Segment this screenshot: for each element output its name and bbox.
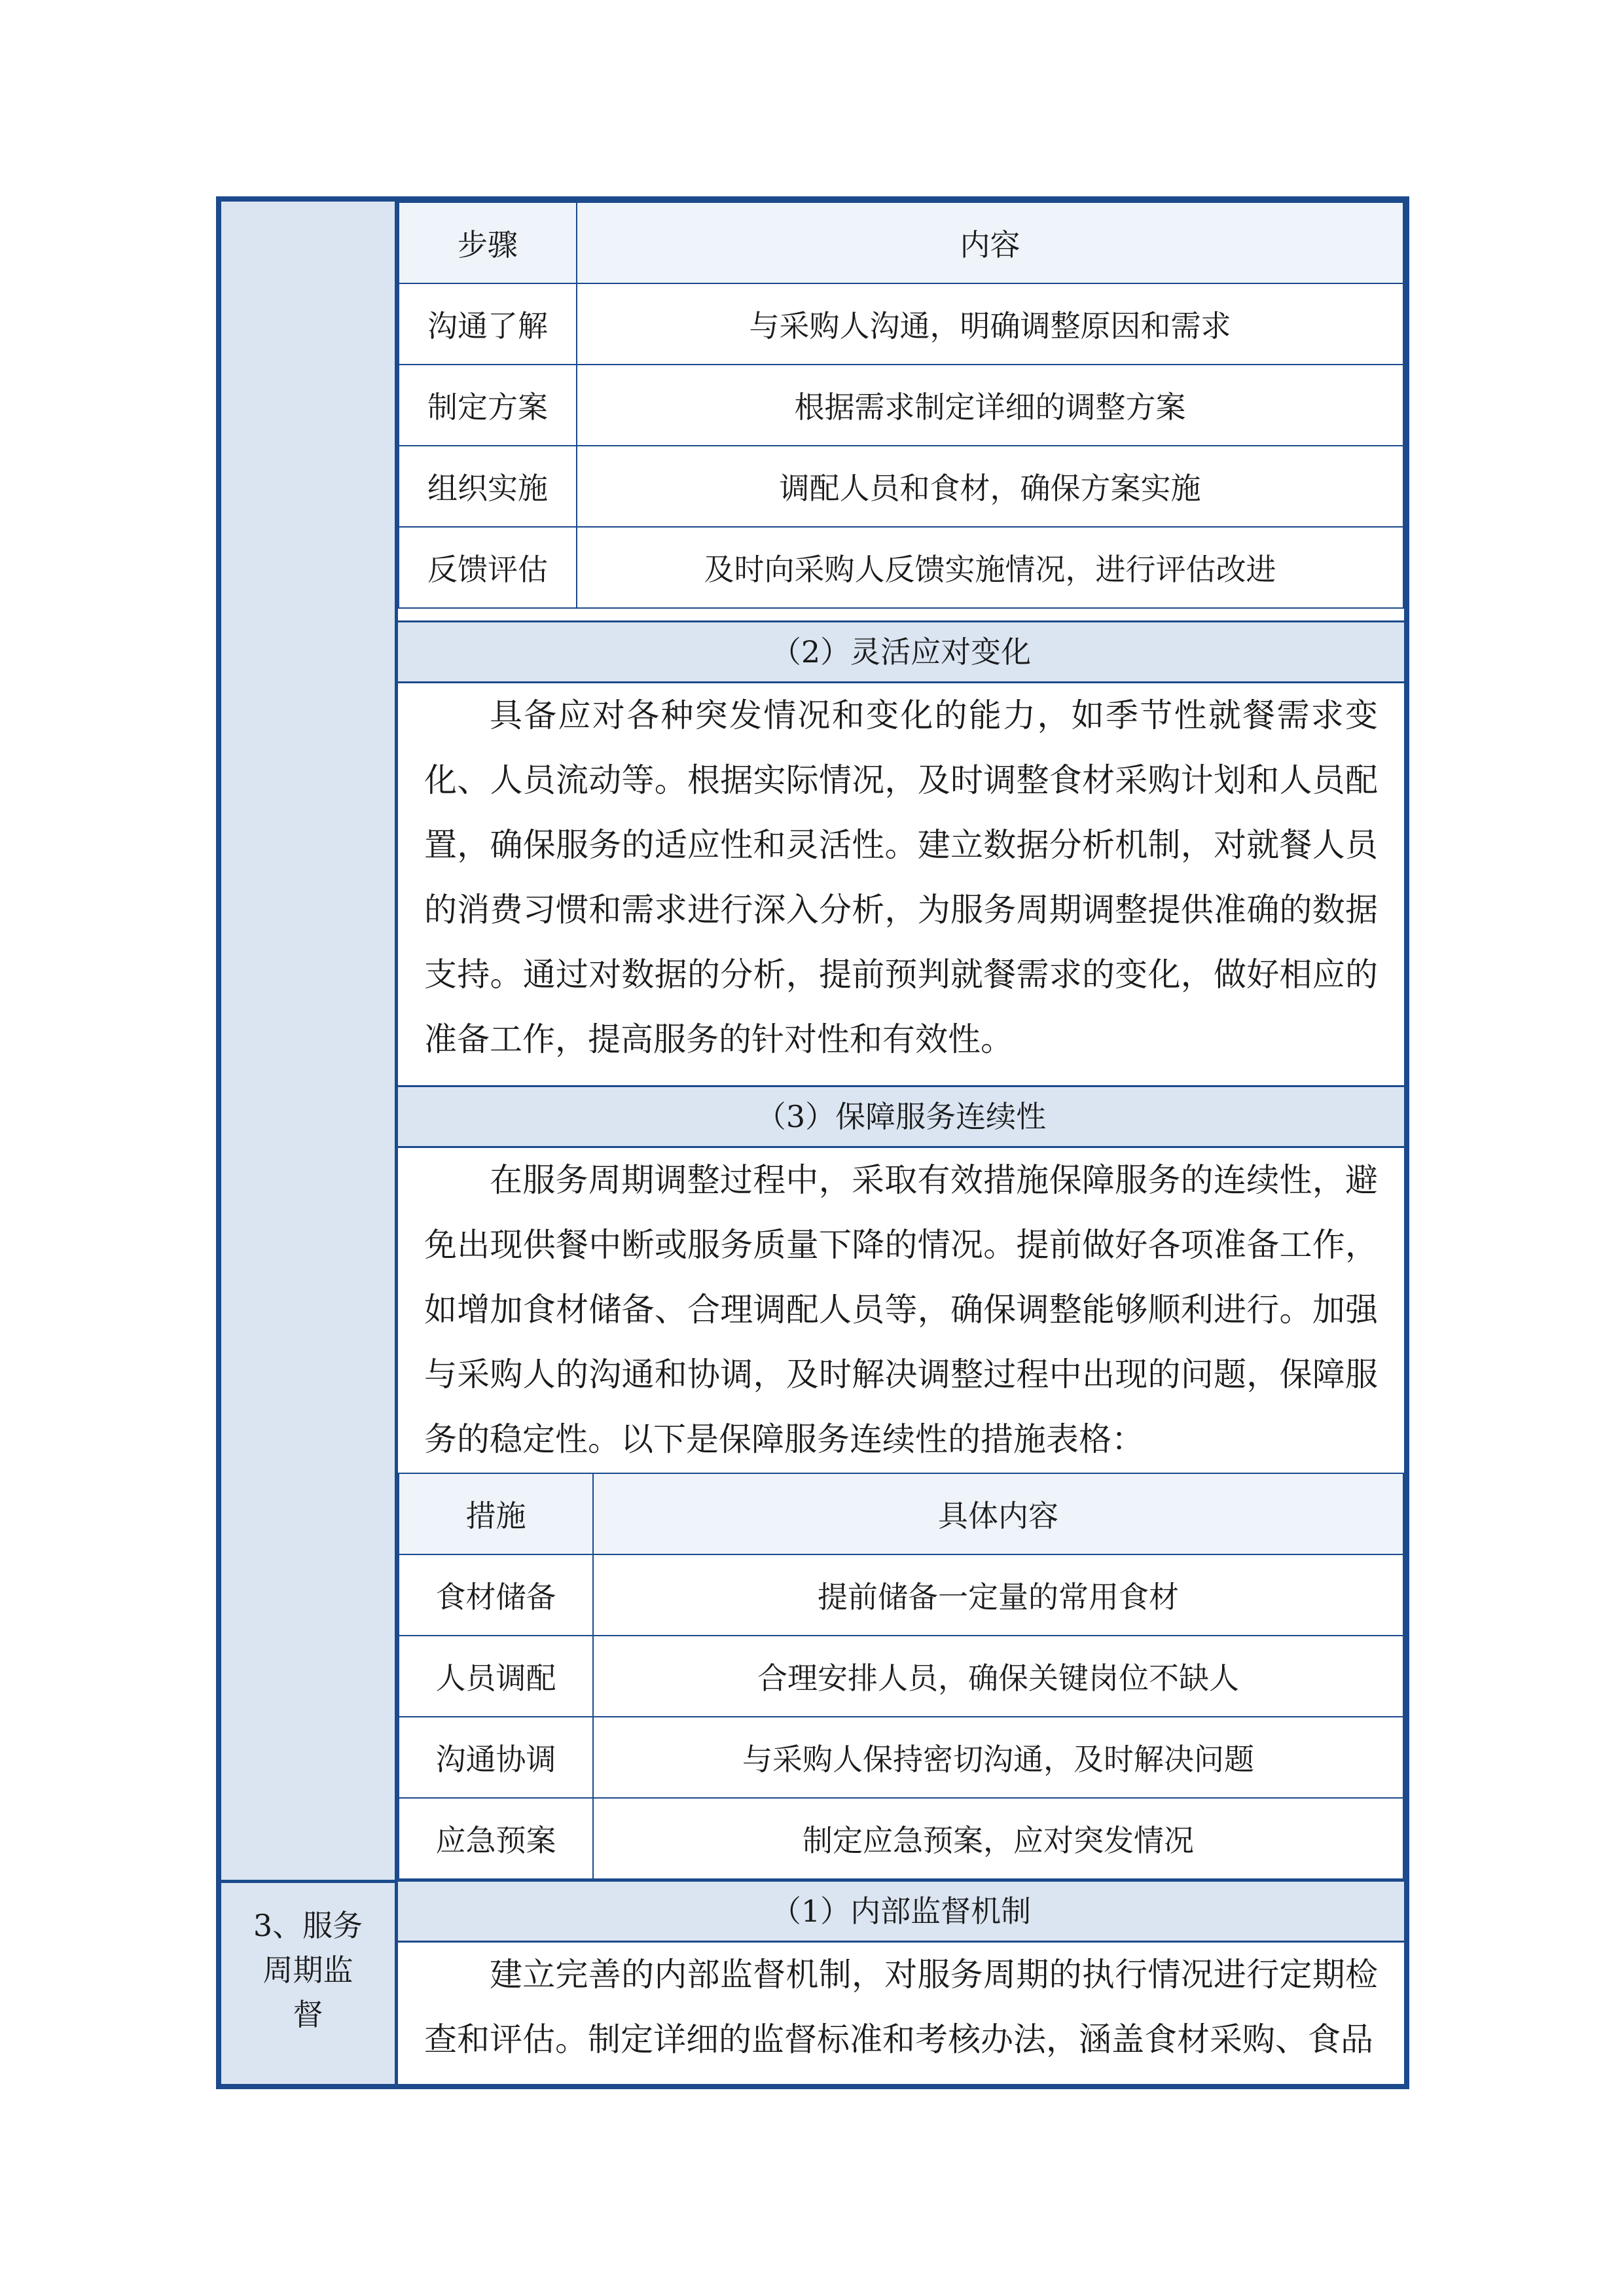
table-cell: 制定方案 (399, 365, 577, 446)
table-header-cell: 措施 (399, 1473, 593, 1554)
table-row (399, 1636, 1403, 1717)
table-header-cell: 内容 (577, 202, 1403, 283)
table-header-cell: 步骤 (399, 202, 577, 283)
table-cell: 沟通了解 (399, 283, 577, 365)
section-heading-internal-supervision: （1）内部监督机制 (398, 1880, 1404, 1943)
table-cell: 食材储备 (399, 1554, 593, 1636)
measures-table (398, 1473, 1404, 1880)
table-row (399, 1717, 1403, 1798)
table-row (399, 365, 1403, 446)
table-cell: 与采购人保持密切沟通，及时解决问题 (593, 1717, 1403, 1798)
paragraph-flexible-response: 具备应对各种突发情况和变化的能力，如季节性就餐需求变化、人员流动等。根据实际情况，及时调整食材采购计划和人员配置，确保服务的适应性和灵活性。建立数据分析机制，对就餐人员的消费习惯和需求进行深入分析，为服务周期调整提供准确的数据支持。通过对数据的分析，提前预判就餐需求的变化，做好相应的准备工作，提高服务的针对性和有效性。 (424, 696, 1378, 1058)
table-row (399, 527, 1403, 608)
table-cell: 沟通协调 (399, 1717, 593, 1798)
table-cell: 制定应急预案，应对突发情况 (593, 1798, 1403, 1879)
left-column (221, 202, 398, 2084)
table-cell: 及时向采购人反馈实施情况，进行评估改进 (577, 527, 1403, 608)
table-cell: 根据需求制定详细的调整方案 (577, 365, 1403, 446)
table-header-row (399, 1473, 1403, 1554)
table-row (399, 283, 1403, 365)
table-cell: 与采购人沟通，明确调整原因和需求 (577, 283, 1403, 365)
section-label-service-cycle-supervision: 3、服务 周期监 督 (253, 1908, 363, 2032)
paragraph-service-continuity: 在服务周期调整过程中，采取有效措施保障服务的连续性，避免出现供餐中断或服务质量下降的情况。提前做好各项准备工作，如增加食材储备、合理调配人员等，确保调整能够顺利进行。加强与采购人的沟通和协调，及时解决调整过程中出现的问题，保障服务的稳定性。以下是保障服务连续性的措施表格： (424, 1161, 1378, 1458)
table-cell: 应急预案 (399, 1798, 593, 1879)
table-cell: 反馈评估 (399, 527, 577, 608)
table-cell: 组织实施 (399, 446, 577, 527)
section-heading-service-continuity: （3）保障服务连续性 (398, 1085, 1404, 1148)
table-header-row (399, 202, 1403, 283)
paragraph-internal-supervision: 建立完善的内部监督机制，对服务周期的执行情况进行定期检查和评估。制定详细的监督标准和考核办法，涵盖食材采购、食品 (424, 1956, 1378, 2058)
table-header-cell: 具体内容 (593, 1473, 1403, 1554)
content-column (398, 202, 1404, 2084)
document-frame (216, 196, 1409, 2089)
table-cell: 人员调配 (399, 1636, 593, 1717)
table-row (399, 1798, 1403, 1879)
table-row (399, 1554, 1403, 1636)
table-cell: 提前储备一定量的常用食材 (593, 1554, 1403, 1636)
left-column-divider (221, 1880, 398, 1883)
table-row (399, 446, 1403, 527)
table-cell: 合理安排人员，确保关键岗位不缺人 (593, 1636, 1403, 1717)
section-heading-flexible-response: （2）灵活应对变化 (398, 620, 1404, 683)
steps-table (398, 202, 1404, 609)
table-cell: 调配人员和食材，确保方案实施 (577, 446, 1403, 527)
